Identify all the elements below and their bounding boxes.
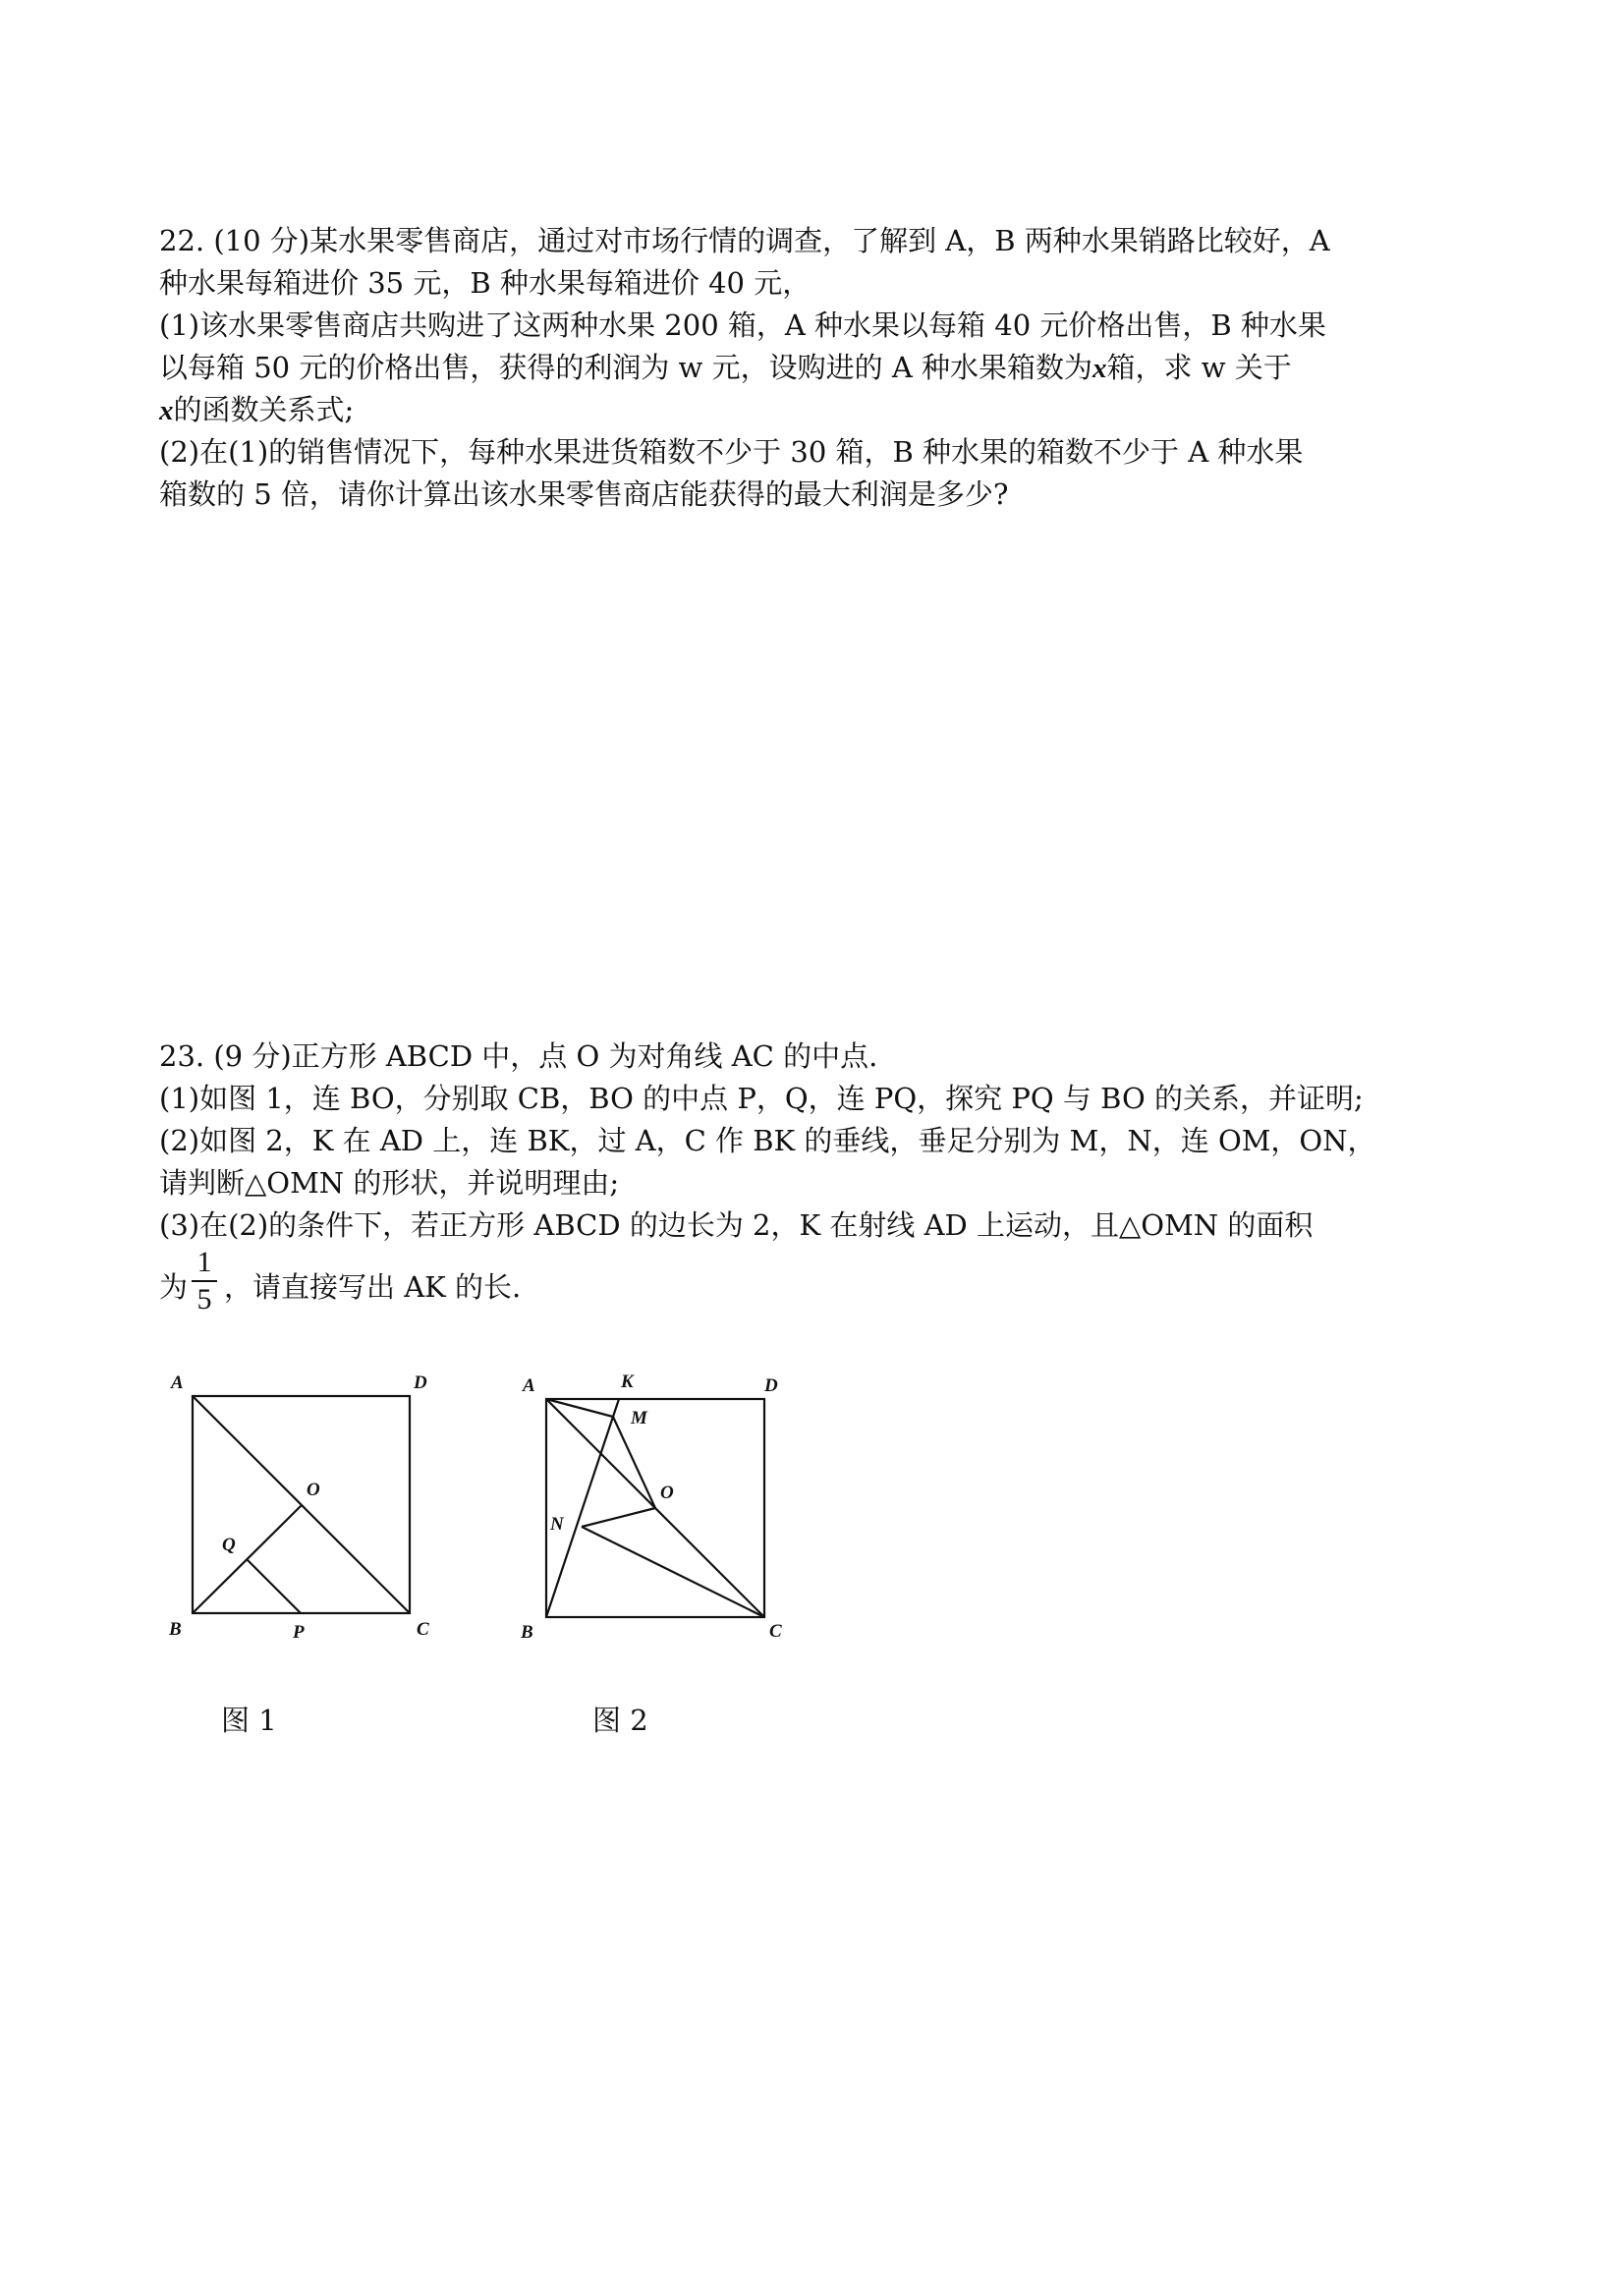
label-n: N [550, 1514, 564, 1535]
label-m: M [631, 1408, 647, 1428]
label-c: C [417, 1619, 429, 1640]
label-c: C [769, 1621, 782, 1642]
q23-line-1: 23. (9 分)正方形 ABCD 中，点 O 为对角线 AC 的中点. [159, 1039, 878, 1073]
label-a: A [171, 1372, 184, 1393]
q22-line-5-text: 的函数关系式; [173, 393, 355, 426]
q23-line-4: 请判断△OMN 的形状，并说明理由; [159, 1166, 620, 1200]
q22-line-5 [159, 390, 354, 430]
segment-cn [582, 1527, 764, 1617]
figure-1 [157, 1361, 452, 1655]
label-o: O [307, 1480, 320, 1500]
q22-line-4-text-a: 以每箱 50 元的价格出售，获得的利润为 w 元，设购进的 A 种水果箱数为 [159, 351, 1092, 384]
label-a: A [523, 1375, 535, 1396]
segment-bk [546, 1399, 619, 1617]
label-d: D [414, 1372, 427, 1393]
segment-om [613, 1417, 655, 1508]
q23-line-5: (3)在(2)的条件下，若正方形 ABCD 的边长为 2，K 在射线 AD 上运动，且△OMN 的面积 [159, 1208, 1314, 1242]
q23-line-2: (1)如图 1，连 BO，分别取 CB，BO 的中点 P，Q，连 PQ，探究 PQ 与 BO 的关系，并证明; [159, 1082, 1364, 1115]
q22-line-3: (1)该水果零售商店共购进了这两种水果 200 箱，A 种水果以每箱 40 元价格出售，B 种水果 [159, 308, 1326, 342]
fraction-bar [192, 1280, 217, 1282]
q22-line-7: 箱数的 5 倍，请你计算出该水果零售商店能获得的最大利润是多少? [159, 477, 1009, 511]
fraction-denominator: 5 [196, 1283, 212, 1316]
q22-line-2: 种水果每箱进价 35 元，B 种水果每箱进价 40 元， [159, 266, 812, 300]
label-d: D [764, 1375, 778, 1396]
label-p: P [293, 1622, 305, 1643]
label-o: O [660, 1483, 674, 1503]
fraction [192, 1248, 217, 1315]
fraction-numerator: 1 [196, 1246, 212, 1278]
label-k: K [621, 1372, 634, 1392]
q23-line-6-post: ，请直接写出 AK 的长. [224, 1270, 522, 1304]
segment-pq [247, 1559, 301, 1613]
label-q: Q [222, 1535, 236, 1555]
segment-on [582, 1508, 655, 1527]
q22-line-1: 22. (10 分)某水果零售商店，通过对市场行情的调查，了解到 A，B 两种水果销路比较好，A [159, 224, 1330, 257]
label-b: B [521, 1622, 533, 1643]
figure-2 [511, 1361, 806, 1655]
variable-x: x [159, 395, 174, 426]
figure-1-caption: 图 1 [221, 1704, 277, 1737]
q23-line-3: (2)如图 2，K 在 AD 上，连 BK，过 A，C 作 BK 的垂线，垂足分别为 M，N，连 OM，ON， [159, 1124, 1376, 1157]
label-b: B [169, 1619, 182, 1640]
figure-2-caption: 图 2 [592, 1704, 648, 1737]
variable-x: x [1091, 353, 1107, 384]
q22-line-4-text-b: 箱，求 w 关于 [1106, 351, 1292, 384]
q23-line-6-pre: 为 [159, 1270, 189, 1304]
q22-line-6: (2)在(1)的销售情况下，每种水果进货箱数不少于 30 箱，B 种水果的箱数不少于 A 种水果 [159, 435, 1304, 469]
q22-line-4 [159, 348, 1292, 388]
